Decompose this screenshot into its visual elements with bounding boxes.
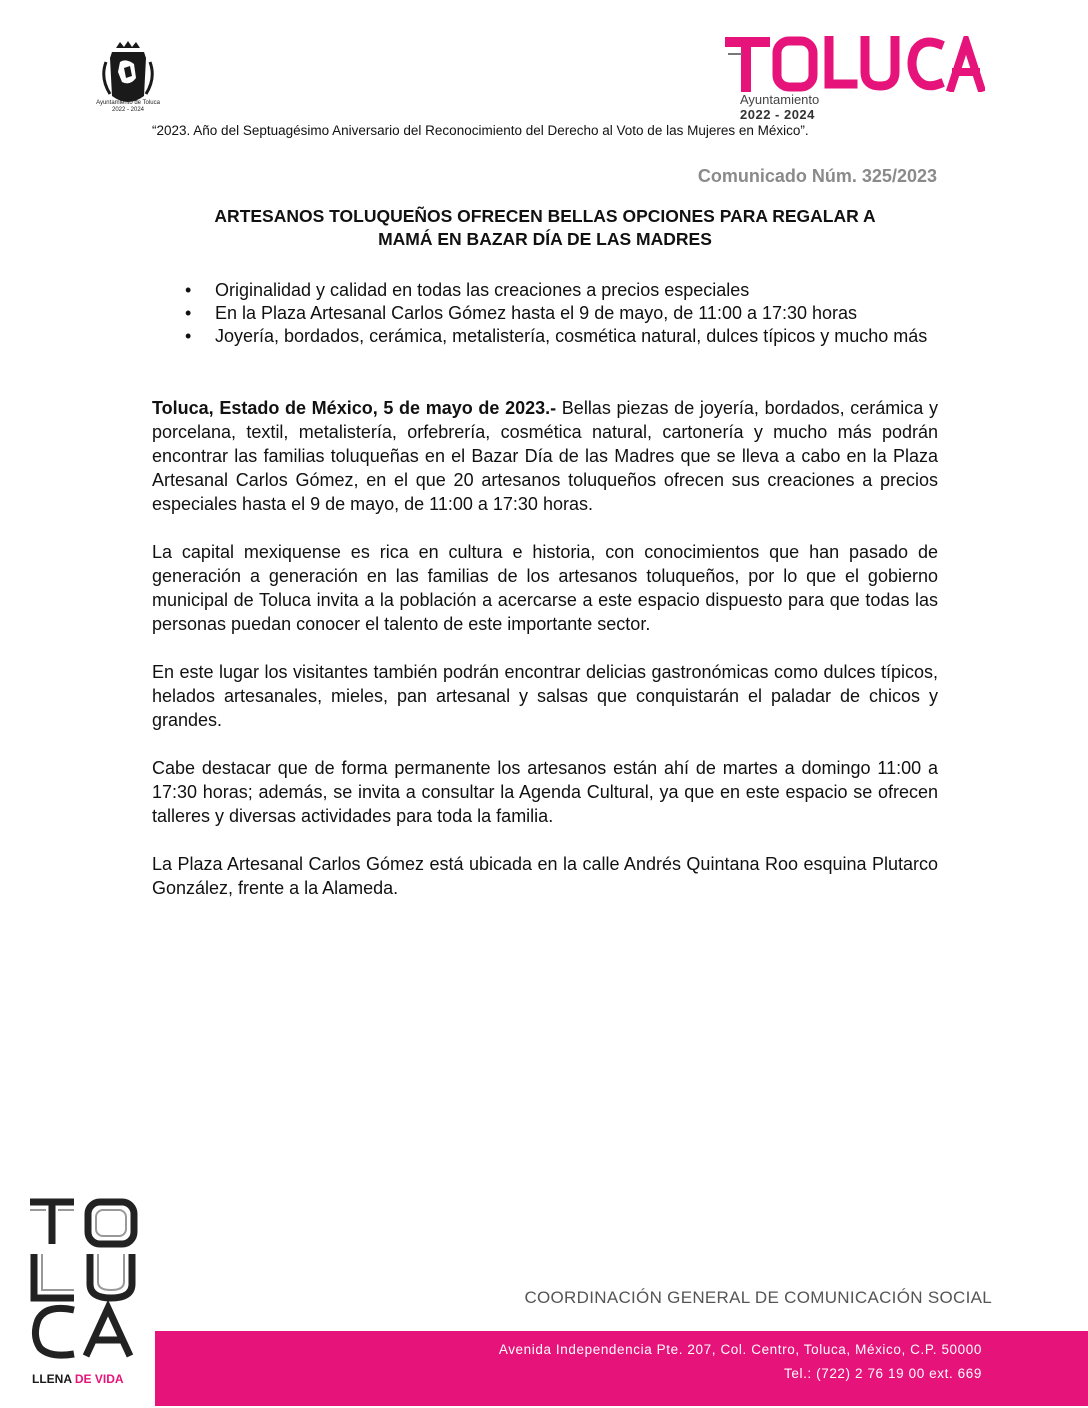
logo-letter-l xyxy=(829,40,853,84)
paragraph-4: Cabe destacar que de forma permanente los artesanos están ahí de martes a domingo 11:00 a 17:30 horas; además, se invita a consultar la Agenda Cultural, ya que en este espacio se ofrecen talleres y diversas actividades para toda la familia. xyxy=(152,758,938,826)
article-body xyxy=(152,396,938,924)
paragraph-1-text: Bellas piezas de joyería, bordados, cerámica y porcelana, textil, metalistería, orfebrería, cosmética natural, cartonería y mucho más podrán encontrar las familias toluqueñas en el Bazar Día de las Madres que se lleva a cabo en la Plaza Artesanal Carlos Gómez, en el que 20 artesanos toluqueños ofrecen sus creaciones a precios especiales hasta el 9 de mayo, de 11:00 a 17:30 horas. xyxy=(152,398,938,514)
tagline-part2: DE VIDA xyxy=(74,1372,124,1386)
headline-line2: MAMÁ EN BAZAR DÍA DE LAS MADRES xyxy=(378,229,712,249)
seal-caption-line1: Ayuntamiento de Toluca xyxy=(96,100,160,106)
highlight-item xyxy=(185,325,937,348)
highlight-text: Originalidad y calidad en todas las creaciones a precios especiales xyxy=(215,280,750,300)
logo-letter-a xyxy=(951,42,981,88)
logo-period: 2022 - 2024 xyxy=(740,107,815,122)
highlight-item xyxy=(185,279,937,302)
footer-tagline xyxy=(32,1372,124,1386)
press-release-number: Comunicado Núm. 325/2023 xyxy=(697,166,937,186)
logo-subtitle: Ayuntamiento xyxy=(740,92,820,107)
tagline-part1: LLENA xyxy=(32,1372,75,1386)
paragraph-5: La Plaza Artesanal Carlos Gómez está ubicada en la calle Andrés Quintana Roo esquina Plutarco González, frente a la Alameda. xyxy=(152,854,938,898)
toluca-logo-icon xyxy=(725,36,985,92)
highlight-text: Joyería, bordados, cerámica, metalistería, cosmética natural, dulces típicos y mucho más xyxy=(215,326,928,346)
dateline: Toluca, Estado de México, 5 de mayo de 2023.- xyxy=(152,398,557,418)
headline-line1: ARTESANOS TOLUQUEÑOS OFRECEN BELLAS OPCIONES PARA REGALAR A xyxy=(214,206,876,226)
toluca-footer-logo-icon xyxy=(26,1196,142,1360)
headline xyxy=(152,205,938,251)
bullet-icon: • xyxy=(185,303,192,323)
paragraph-3: En este lugar los visitantes también podrán encontrar delicias gastronómicas como dulces típicos, helados artesanales, mieles, pan artesanal y salsas que conquistarán el paladar de chicos y grandes. xyxy=(152,662,938,730)
paragraph-1 xyxy=(152,396,938,516)
highlight-text: En la Plaza Artesanal Carlos Gómez hasta el 9 de mayo, de 11:00 a 17:30 horas xyxy=(215,303,858,323)
highlight-item xyxy=(185,302,937,325)
seal-caption xyxy=(86,100,170,114)
footer-address: Avenida Independencia Pte. 207, Col. Centro, Toluca, México, C.P. 50000 xyxy=(498,1342,982,1357)
logo-letter-c xyxy=(912,42,939,86)
paragraph-2: La capital mexiquense es rica en cultura e historia, con conocimientos que han pasado de generación a generación en las familias de los artesanos toluqueños, por lo que el gobierno municipal de Toluca invita a la población a acercarse a este espacio dispuesto para que todas las personas puedan conocer el talento de este importante sector. xyxy=(152,542,938,634)
coordination-office: COORDINACIÓN GENERAL DE COMUNICACIÓN SOCIAL xyxy=(524,1288,992,1307)
footer-phone: Tel.: (722) 2 76 19 00 ext. 669 xyxy=(784,1366,982,1381)
year-motto: “2023. Año del Septuagésimo Aniversario del Reconocimiento del Derecho al Voto de las Mujeres en México”. xyxy=(152,123,809,138)
bullet-icon: • xyxy=(185,280,192,300)
logo-letter-u xyxy=(865,40,895,86)
logo-letter-t xyxy=(727,42,765,88)
seal-caption-line2: 2022 - 2024 xyxy=(111,107,145,113)
bullet-icon: • xyxy=(185,326,192,346)
highlights-list xyxy=(185,279,937,348)
logo-letter-o xyxy=(777,41,813,87)
